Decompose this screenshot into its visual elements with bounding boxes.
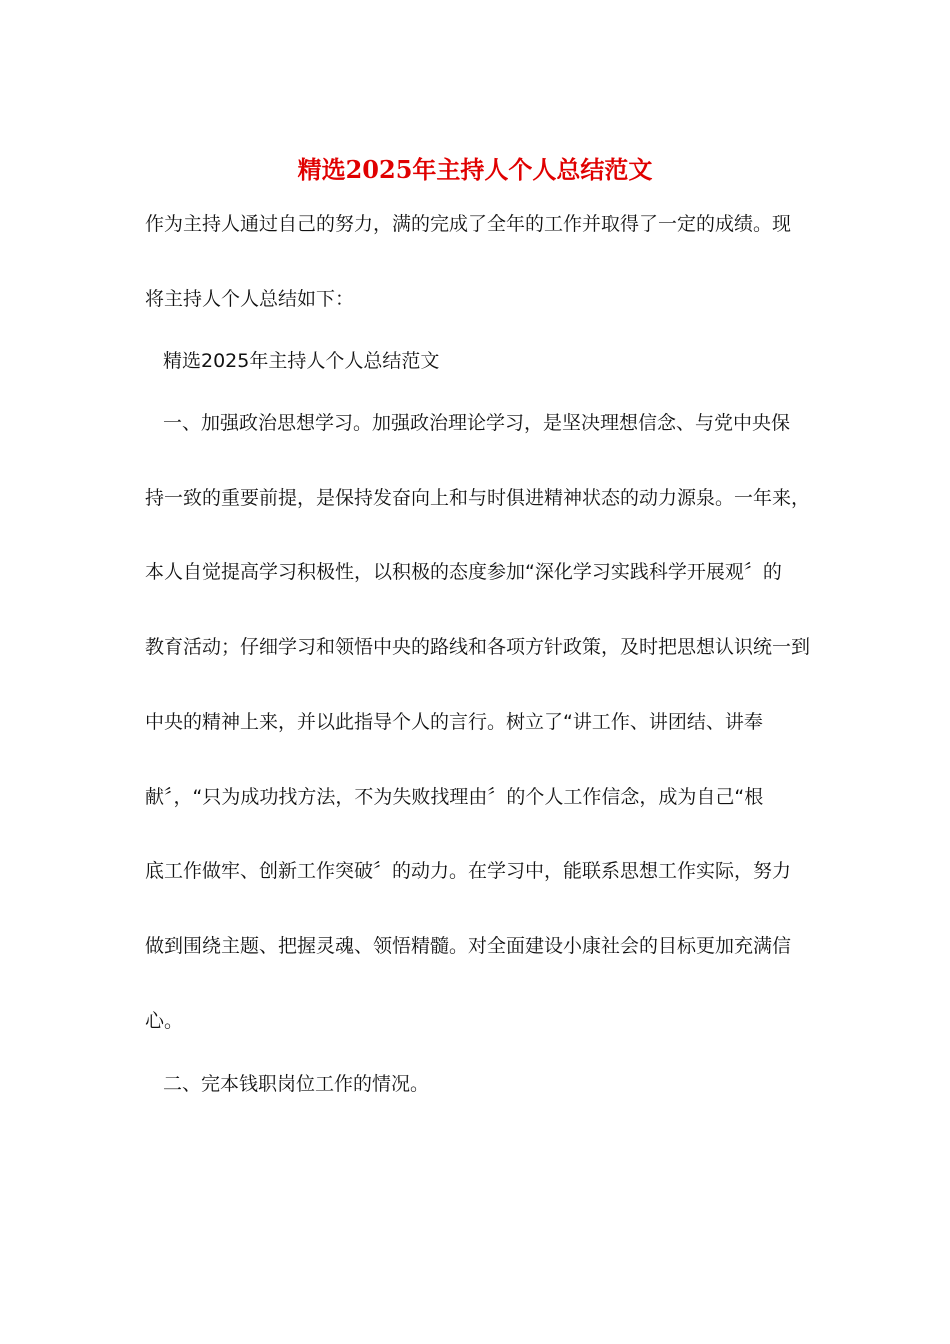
paragraph-line: 本人自觉提高学习积极性，以积极的态度参加“深化学习实践科学开展观〞的 (145, 561, 782, 583)
paragraph-line: 持一致的重要前提，是保持发奋向上和与时俱进精神状态的动力源泉。一年来， (145, 487, 811, 509)
subtitle-line: 精选2025年主持人个人总结范文 (163, 350, 440, 372)
paragraph-line: 教育活动；仔细学习和领悟中央的路线和各项方针政策，及时把思想认识统一到 (145, 636, 811, 658)
section-heading-two: 二、完本钱职岗位工作的情况。 (163, 1073, 430, 1095)
paragraph-line: 心。 (145, 1010, 184, 1032)
section-heading-one: 一、加强政治思想学习。加强政治理论学习，是坚决理想信念、与党中央保 (163, 412, 791, 434)
paragraph-line: 作为主持人通过自己的努力，满的完成了全年的工作并取得了一定的成绩。现 (145, 213, 792, 235)
paragraph-line: 底工作做牢、创新工作突破〞的动力。在学习中，能联系思想工作实际，努力 (145, 860, 792, 882)
paragraph-line: 献〞，“只为成功找方法，不为失败找理由〞的个人工作信念，成为自己“根 (145, 786, 764, 808)
paragraph-line: 做到围绕主题、把握灵魂、领悟精髓。对全面建设小康社会的目标更加充满信 (145, 935, 792, 957)
paragraph-line: 中央的精神上来，并以此指导个人的言行。树立了“讲工作、讲团结、讲奉 (145, 711, 763, 733)
document-title: 精选2025年主持人个人总结范文 (297, 155, 653, 184)
paragraph-line: 将主持人个人总结如下： (145, 288, 355, 310)
